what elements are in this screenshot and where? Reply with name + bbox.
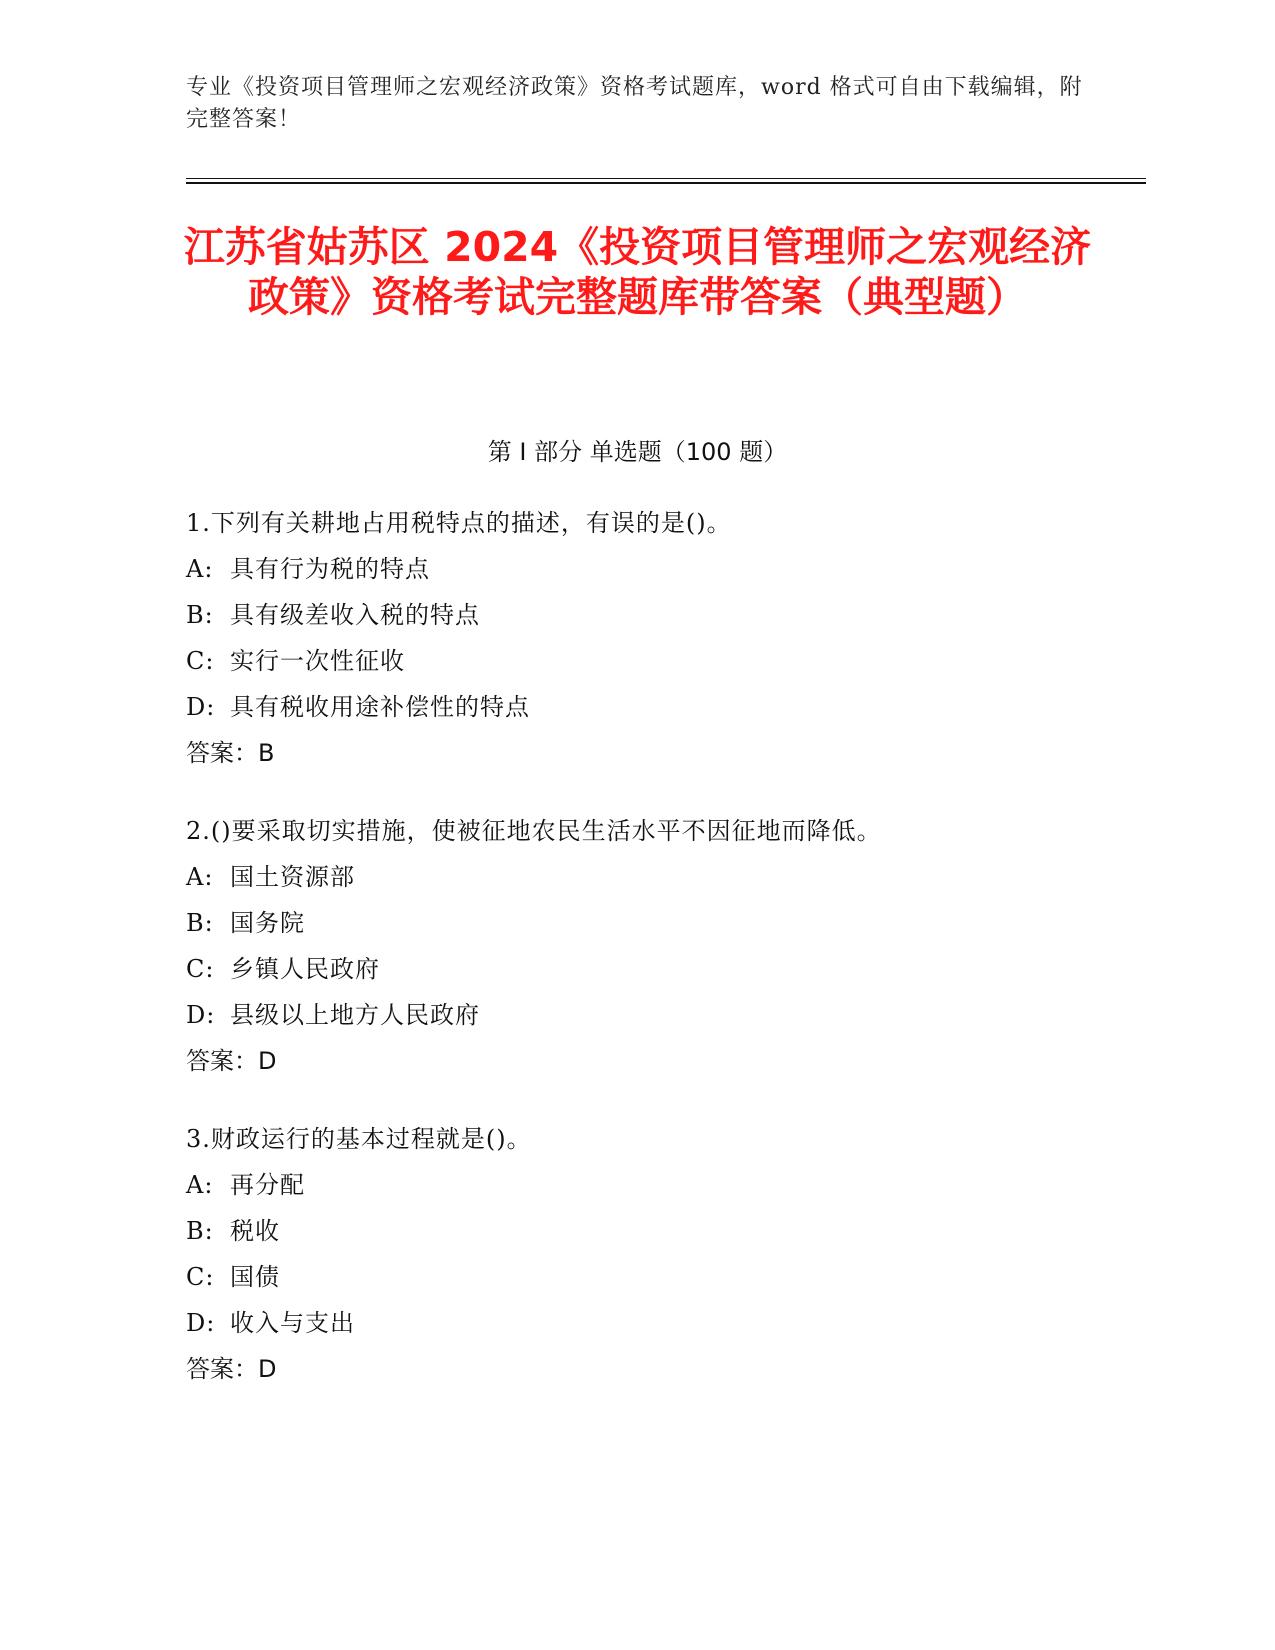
header-divider-thick [186,182,1146,184]
section-title: 第 I 部分 单选题（100 题） [487,438,788,466]
option-letter: D: [186,1309,216,1337]
option-text: 县级以上地方人民政府 [230,1001,480,1029]
option-letter: B: [186,601,214,629]
header-note: 专业《投资项目管理师之宏观经济政策》资格考试题库，word 格式可自由下载编辑，附完整答案！ [186,75,1083,132]
option-c [186,946,1186,992]
header-divider-thin [186,178,1146,179]
option-text: 具有税收用途补偿性的特点 [230,693,530,721]
option-letter: A: [186,863,214,891]
option-text: 再分配 [230,1171,305,1199]
option-text: 乡镇人民政府 [230,955,380,983]
option-b [186,1208,1186,1254]
option-letter: C: [186,647,215,675]
option-text: 实行一次性征收 [230,647,405,675]
document-title: 江苏省姑苏区 2024《投资项目管理师之宏观经济政策》资格考试完整题库带答案（典型题） [183,223,1092,321]
option-letter: C: [186,1263,215,1291]
option-letter: D: [186,693,216,721]
option-d [186,684,1186,730]
option-letter: B: [186,909,214,937]
option-text: 国土资源部 [230,863,355,891]
option-b [186,592,1186,638]
option-a [186,1162,1186,1208]
option-b [186,900,1186,946]
option-text: 国债 [230,1263,280,1291]
answer: 答案：D [186,1355,277,1383]
option-d [186,992,1186,1038]
question-1 [186,500,1186,776]
answer: 答案：B [186,739,275,767]
question-stem: 2.()要采取切实措施，使被征地农民生活水平不因征地而降低。 [186,817,882,845]
option-d [186,1300,1186,1346]
option-a [186,854,1186,900]
option-text: 具有行为税的特点 [230,555,430,583]
answer: 答案：D [186,1047,277,1075]
option-c [186,638,1186,684]
question-stem: 1.下列有关耕地占用税特点的描述，有误的是()。 [186,509,732,537]
option-letter: A: [186,555,214,583]
option-a [186,546,1186,592]
question-2 [186,808,1186,1084]
question-stem: 3.财政运行的基本过程就是()。 [186,1125,532,1153]
option-letter: C: [186,955,215,983]
option-letter: B: [186,1217,214,1245]
option-c [186,1254,1186,1300]
option-text: 具有级差收入税的特点 [230,601,480,629]
option-text: 国务院 [230,909,305,937]
option-text: 税收 [230,1217,280,1245]
question-3 [186,1116,1186,1392]
option-letter: D: [186,1001,216,1029]
option-letter: A: [186,1171,214,1199]
option-text: 收入与支出 [230,1309,355,1337]
